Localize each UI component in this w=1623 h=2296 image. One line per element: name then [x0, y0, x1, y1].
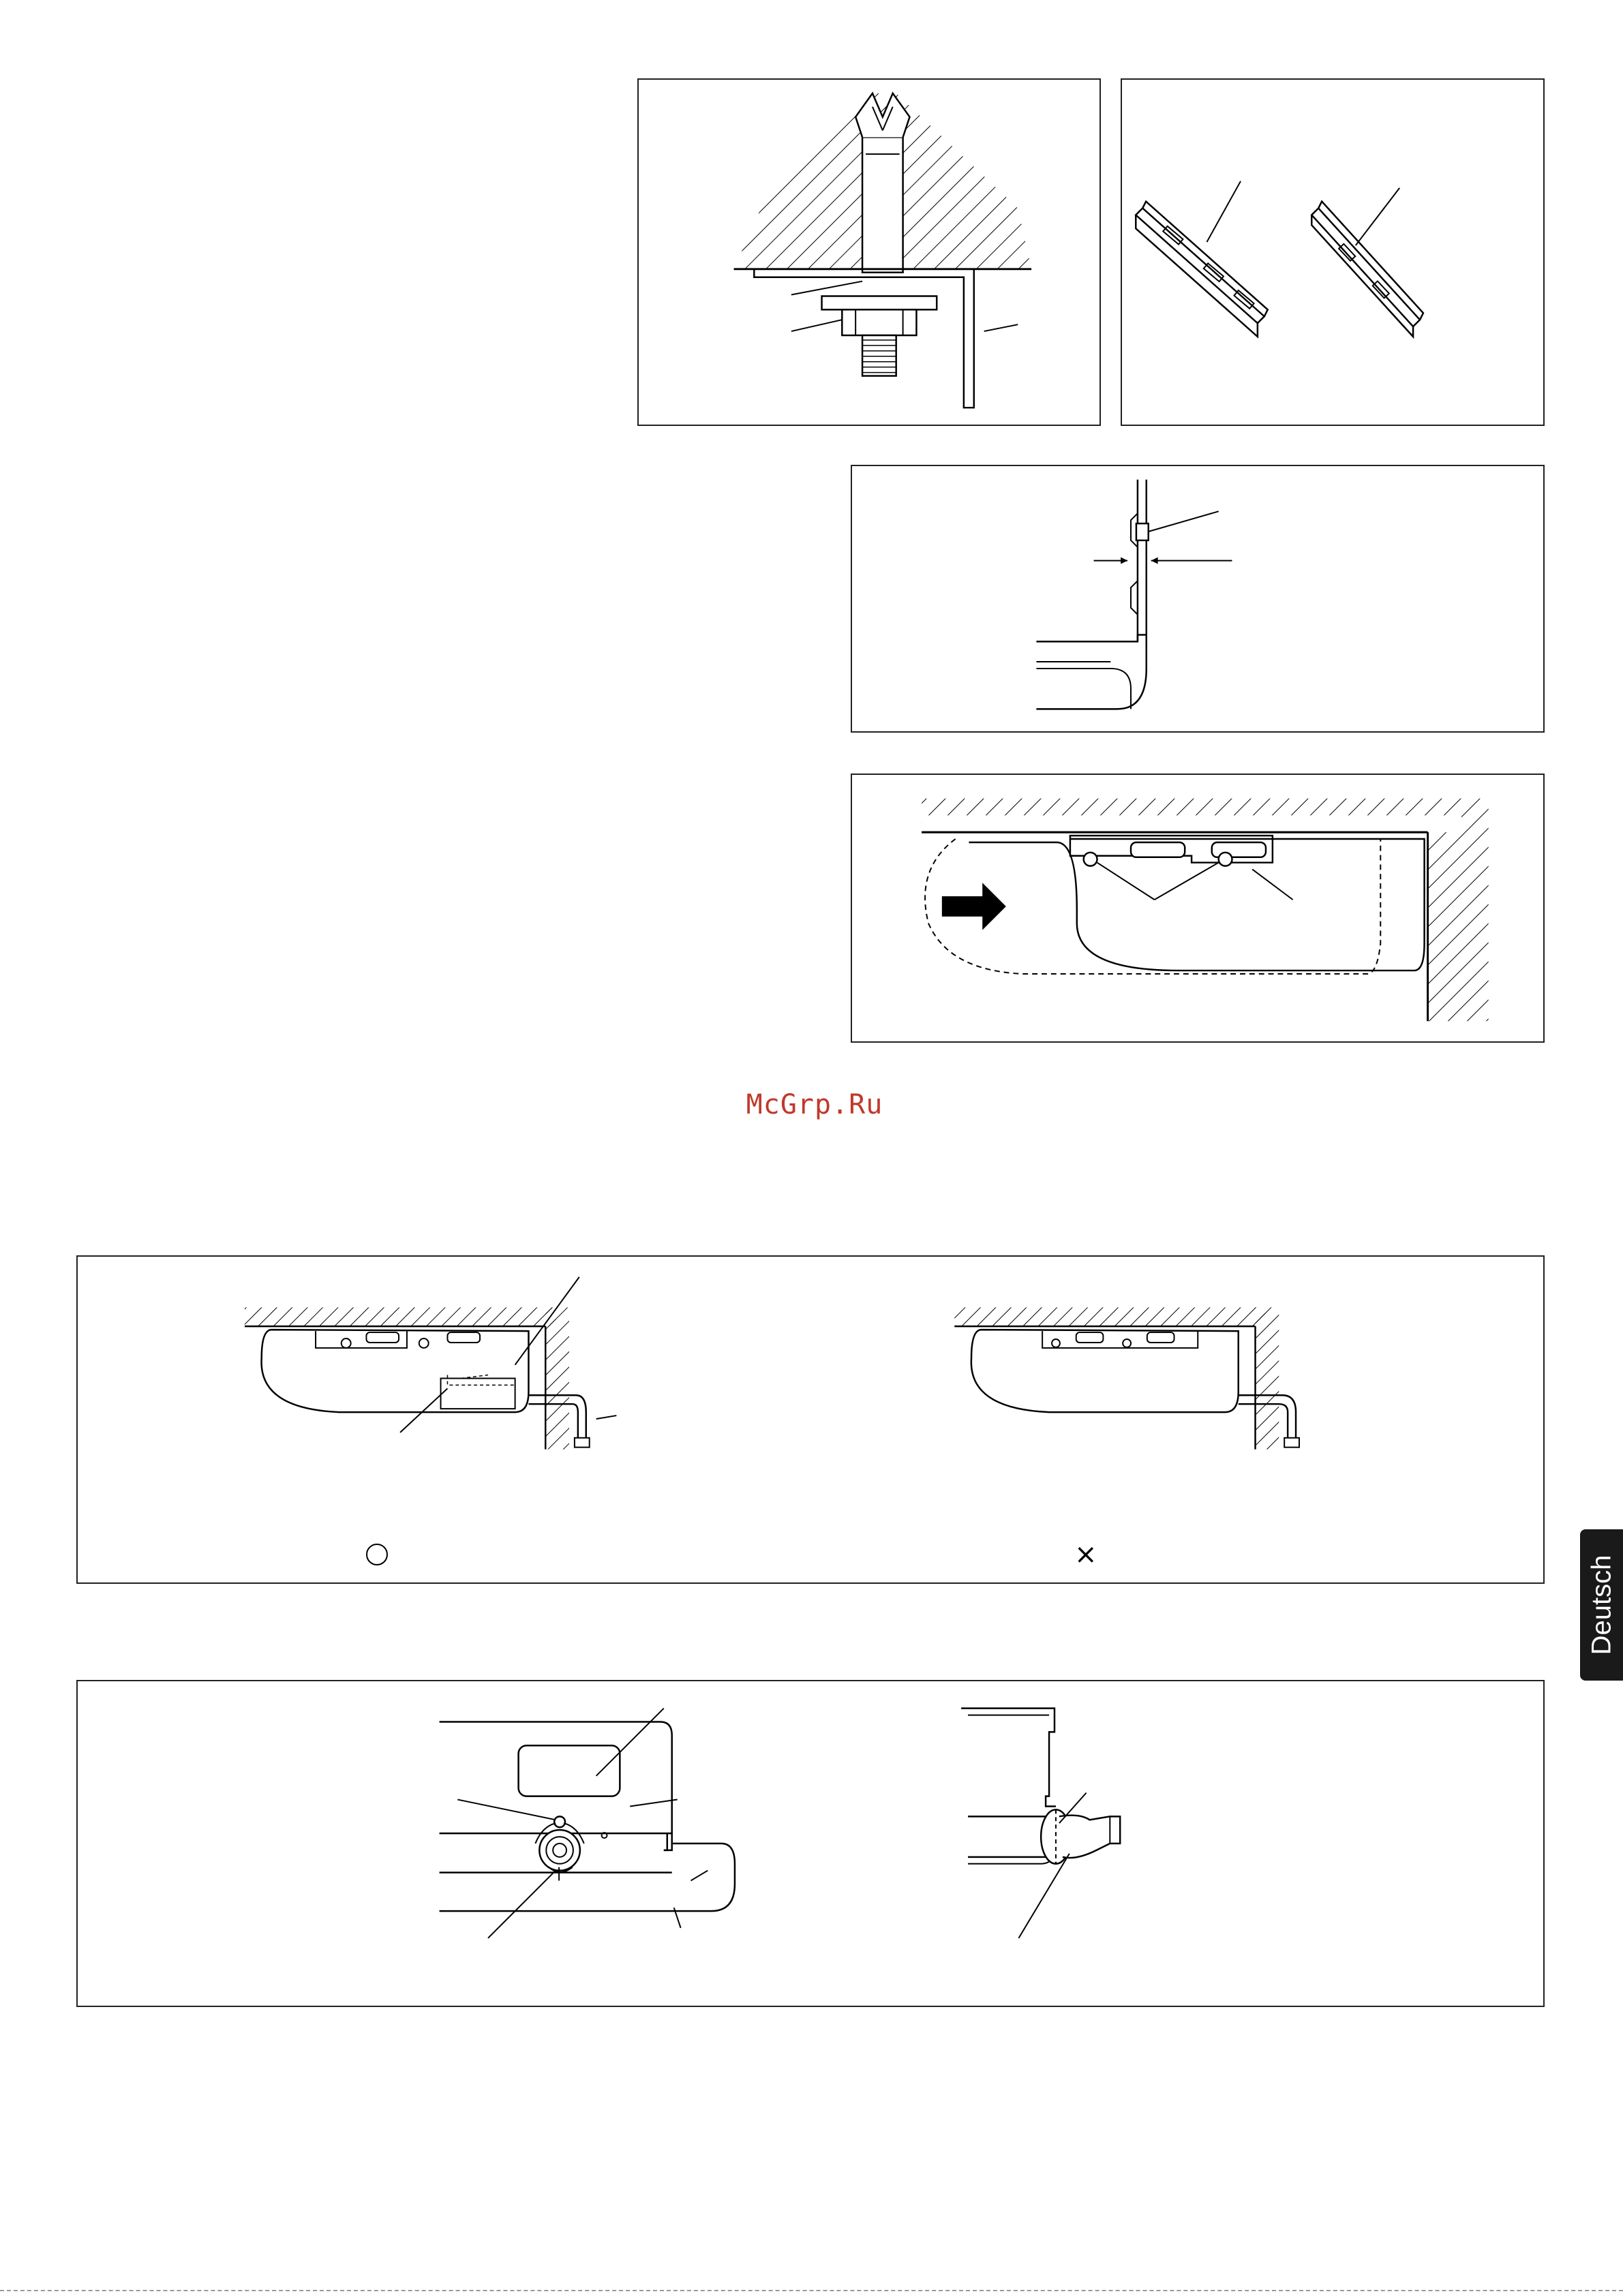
- slide-arrow-icon: [942, 883, 1006, 930]
- anchor-bolt-figure: [637, 78, 1101, 426]
- comparison-figure: [76, 1255, 1545, 1584]
- slide-unit-drawing: [852, 775, 1543, 1041]
- screw-gap-figure: [851, 465, 1545, 733]
- hanging-brackets-figure: [1121, 78, 1545, 426]
- drain-detail-figure: [76, 1680, 1545, 2007]
- drain-detail-drawing: [78, 1681, 1543, 2006]
- slide-unit-figure: [851, 774, 1545, 1043]
- language-tab-label: Deutsch: [1586, 1555, 1616, 1655]
- screw-gap-drawing: [852, 466, 1543, 731]
- language-tab: [1580, 1529, 1623, 1681]
- anchor-bolt-drawing: [639, 80, 1099, 425]
- correct-mark-icon: [366, 1544, 388, 1565]
- watermark-text: McGrp.Ru: [746, 1089, 883, 1120]
- brackets-drawing: [1122, 80, 1543, 425]
- page-bottom-rule: [0, 2290, 1623, 2291]
- incorrect-mark-icon: ×: [1074, 1539, 1097, 1570]
- comparison-drawing: [78, 1257, 1543, 1582]
